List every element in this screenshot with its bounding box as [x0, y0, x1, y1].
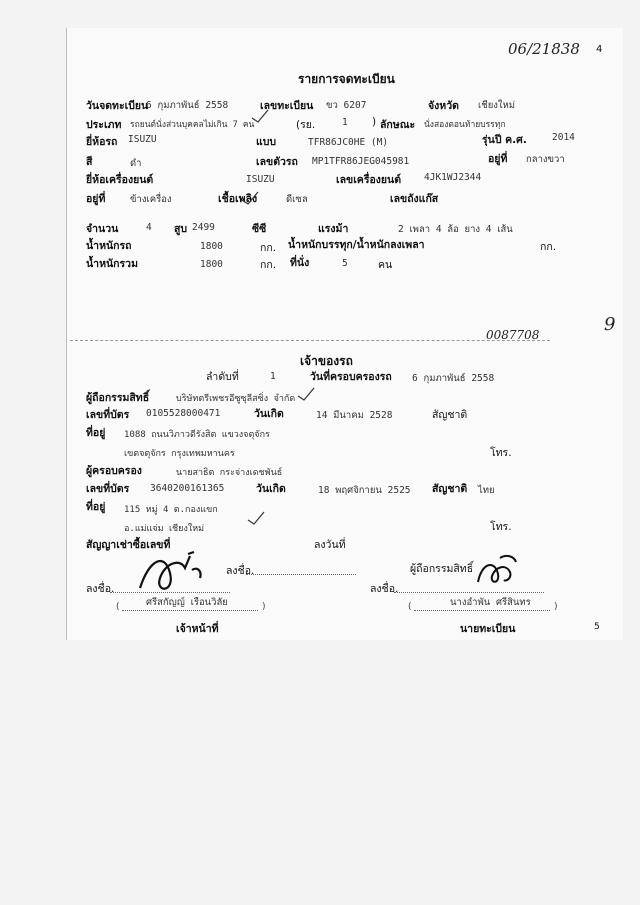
nation2-value: ไทย [478, 485, 495, 496]
count-value: 4 [146, 222, 152, 233]
sign-mid-line [246, 574, 356, 575]
ry-value: 1 [342, 117, 348, 128]
seats-label: ที่นั่ง [290, 257, 310, 269]
check-mark [250, 108, 270, 124]
registrar-signature [470, 552, 530, 592]
persons-label: คน [378, 259, 393, 271]
total-weight-label: น้ำหนักรวม [86, 258, 138, 270]
order-label: ลำดับที่ [206, 371, 239, 383]
weight-value: 1800 [200, 241, 223, 252]
holder-value: นายสาธิต กระจ่างเดชพันธ์ [176, 468, 283, 478]
possess-date-value: 6 กุมภาพันธ์ 2558 [412, 373, 495, 384]
reg-no-label: เลขทะเบียน [260, 100, 314, 112]
ry-close: ) [372, 116, 377, 128]
brand-value: ISUZU [128, 134, 157, 145]
province-value: เชียงใหม่ [478, 100, 516, 111]
ry-label: (รย. [296, 119, 316, 131]
reg-date-value: 6 กุมภาพันธ์ 2558 [146, 100, 229, 111]
model-value: TFR86JC0HE (M) [308, 137, 389, 148]
sign-left-label: ลงชื่อ. [86, 583, 115, 595]
feature-label: ลักษณะ [380, 119, 416, 131]
engine-no-value: 4JK1WJ2344 [424, 172, 482, 183]
feature-value: นั่งสองตอนท้ายบรรทุก [424, 120, 506, 130]
addr-label: ที่อยู่ [86, 427, 106, 439]
section-owner-title: เจ้าของรถ [300, 354, 353, 368]
id2-label: เลขที่บัตร [86, 483, 130, 495]
addr2-label: ที่อยู่ [86, 501, 106, 513]
load-label: น้ำหนักบรรทุก/น้ำหนักลงเพลา [288, 239, 425, 251]
birth-value: 14 มีนาคม 2528 [316, 410, 393, 421]
model-label: แบบ [256, 136, 277, 148]
page-number: 5 [594, 622, 600, 632]
registrar-name-line [414, 610, 550, 611]
cc-label: ซีซี [252, 223, 267, 235]
chassis-label: เลขตัวรถ [256, 156, 298, 168]
reg-date-label: วันจดทะเบียน [86, 100, 149, 112]
id2-value: 3640200161365 [150, 483, 225, 494]
birth2-value: 18 พฤศจิกายน 2525 [318, 485, 411, 496]
engine-at-label: อยู่ที่ [86, 193, 106, 205]
addr-line-1: 1088 ถนนวิภาวดีรังสิต แขวงจตุจักร [124, 430, 270, 440]
color-label: สี [86, 156, 93, 168]
engine-at-value: ข้างเครื่อง [130, 194, 172, 205]
page-marker-top: 4 [596, 44, 603, 55]
kg-unit-2: กก. [540, 241, 557, 253]
id-value: 0105528000471 [146, 408, 221, 419]
color-value: ดำ [130, 158, 142, 169]
seats-value: 5 [342, 258, 348, 269]
order-value: 1 [270, 371, 276, 382]
birth-label: วันเกิด [254, 408, 284, 420]
reg-no-value: ขว 6207 [326, 100, 367, 111]
check-mark [296, 386, 316, 402]
sign-mid-label: ลงชื่อ. [226, 565, 255, 577]
contract-date-label: ลงวันที่ [314, 539, 346, 551]
section-registration-title: รายการจดทะเบียน [298, 72, 395, 86]
registrar-paren-close: ) [554, 602, 558, 612]
officer-name: ศรีสกัญญ์ เรือนวิลัย [146, 597, 228, 608]
stamp-page: 9 [604, 314, 616, 335]
owner-value: บริษัทตรีเพชรอีซูซุลีสซิ่ง จำกัด [176, 394, 296, 404]
engine-brand-label: ยี่ห้อเครื่องยนต์ [86, 174, 154, 186]
addr2-line-2: อ.แม่แจ่ม เชียงใหม่ [124, 524, 205, 534]
officer-paren-open: ( [116, 602, 120, 612]
kg-unit-3: กก. [260, 259, 277, 271]
axle-value: 2 เพลา 4 ล้อ ยาง 4 เส้น [398, 224, 513, 235]
total-weight-value: 1800 [200, 259, 223, 270]
count-label: จำนวน [86, 223, 119, 235]
tel2-label: โทร. [490, 521, 512, 533]
section-divider [70, 340, 550, 341]
tel-label: โทร. [490, 447, 512, 459]
check-mark [246, 510, 266, 526]
sign-right-label: ลงชื่อ. [370, 583, 399, 595]
nation2-label: สัญชาติ [432, 483, 468, 495]
contract-label: สัญญาเช่าซื้อเลขที่ [86, 539, 171, 551]
brand-label: ยี่ห้อรถ [86, 136, 118, 148]
officer-name-line [122, 610, 258, 611]
birth2-label: วันเกิด [256, 483, 286, 495]
at-value: กลางขวา [526, 154, 565, 165]
addr2-line-1: 115 หมู่ 4 ต.กองแขก [124, 505, 218, 515]
officer-signature [130, 548, 220, 598]
year-value: 2014 [552, 132, 575, 143]
nation-label: สัญชาติ [432, 409, 468, 421]
engine-brand-value: ISUZU [246, 174, 275, 185]
year-label: รุ่นปี ค.ศ. [482, 134, 527, 146]
registrar-name: นางอำพัน ศรีสินทร [450, 597, 531, 608]
officer-paren-close: ) [262, 602, 266, 612]
addr-line-2: เขตจตุจักร กรุงเทพมหานคร [124, 449, 235, 459]
chassis-value: MP1TFR86JEG045981 [312, 156, 410, 167]
fuel-value: ดีเซล [286, 194, 308, 205]
weight-label: น้ำหนักรถ [86, 240, 132, 252]
stamp-number: 0087708 [486, 328, 540, 342]
at-label: อยู่ที่ [488, 153, 508, 165]
registrar-title: นายทะเบียน [460, 623, 516, 635]
province-label: จังหวัด [428, 100, 459, 112]
type-value: รถยนต์นั่งส่วนบุคคลไม่เกิน 7 คน [130, 120, 255, 130]
id-label: เลขที่บัตร [86, 409, 130, 421]
fuel-label: เชื้อเพลิง [218, 193, 258, 205]
officer-title: เจ้าหน้าที่ [176, 623, 219, 635]
hp-label: แรงม้า [318, 223, 349, 235]
holder-label: ผู้ครอบครอง [86, 465, 142, 477]
possess-label: วันที่ครอบครองรถ [310, 371, 392, 383]
check-mark [240, 190, 260, 206]
engine-no-label: เลขเครื่องยนต์ [336, 174, 402, 186]
cyl-label: สูบ [174, 223, 188, 235]
type-label: ประเภท [86, 119, 122, 131]
kg-unit-1: กก. [260, 242, 277, 254]
cyl-value: 2499 [192, 222, 215, 233]
sign-right-line [394, 592, 544, 593]
owner-label: ผู้ถือกรรมสิทธิ์ [86, 392, 150, 404]
gas-label: เลขถังแก๊ส [390, 193, 439, 205]
document-number: 06/21838 [508, 40, 580, 58]
sign-owner-label: ผู้ถือกรรมสิทธิ์ [410, 563, 474, 575]
registrar-paren-open: ( [408, 602, 412, 612]
